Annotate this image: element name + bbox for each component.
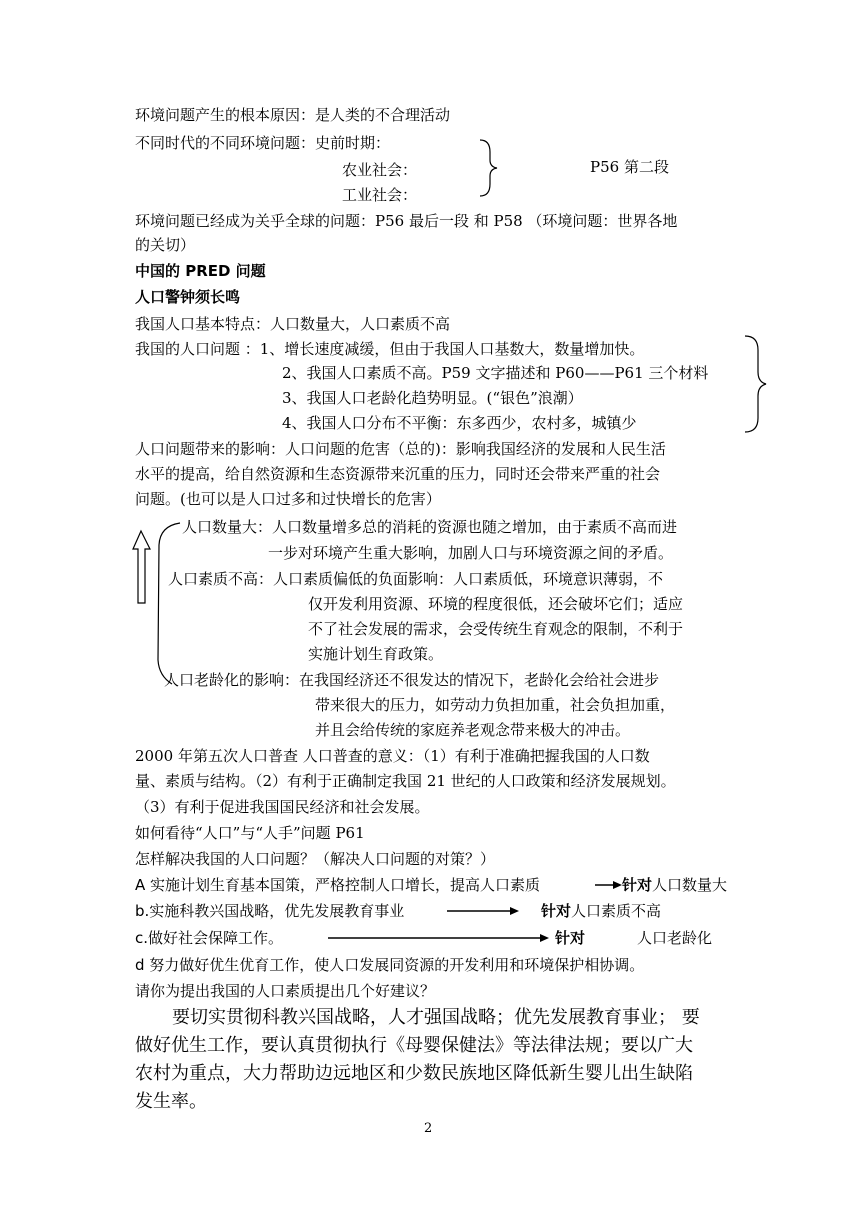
text-line: （3）有利于促进我国国民经济和社会发展。 bbox=[135, 798, 430, 816]
text-line: 仅开发利用资源、环境的程度很低，还会破坏它们；适应 bbox=[308, 595, 684, 613]
section-heading: 人口警钟须长鸣 bbox=[135, 288, 241, 306]
bracket-icon bbox=[158, 523, 180, 684]
text-line: 问题。(也可以是人口过多和过快增长的危害） bbox=[135, 490, 441, 508]
up-arrow-icon bbox=[133, 531, 150, 603]
text-line: 工业社会： bbox=[342, 186, 418, 204]
arrow-icon bbox=[540, 934, 549, 942]
text-line: P56 第二段 bbox=[590, 158, 669, 176]
text-line: 环境问题已经成为关乎全球的问题：P56 最后一段 和 P58 （环境问题：世界各地 bbox=[135, 212, 678, 230]
curly-brace-icon bbox=[480, 140, 497, 196]
text-line: 人口老龄化 bbox=[637, 929, 713, 947]
text-line: 实施计划生育政策。 bbox=[308, 645, 444, 663]
text-line: d 努力做好优生优育工作，使人口发展同资源的开发利用和环境保护相协调。 bbox=[135, 956, 645, 974]
text-line: 针对 bbox=[622, 876, 653, 894]
curly-brace-icon bbox=[745, 336, 766, 432]
text-line: 人口问题带来的影响：人口问题的危害（总的)：影响我国经济的发展和人民生活 bbox=[135, 440, 666, 458]
text-line: 人口数量大 bbox=[652, 876, 728, 894]
text-line: 发生率。 bbox=[135, 1091, 207, 1112]
text-line: 一步对环境产生重大影响，加剧人口与环境资源之间的矛盾。 bbox=[268, 544, 674, 562]
text-line: 带来很大的压力，如劳动力负担加重，社会负担加重， bbox=[315, 696, 676, 714]
text-line: 如何看待“人口”与“人手”问题 P61 bbox=[135, 824, 365, 842]
text-line: 农村为重点，大力帮助边远地区和少数民族地区降低新生婴儿出生缺陷 bbox=[135, 1063, 693, 1084]
text-line: 2、我国人口素质不高。P59 文字描述和 P60——P61 三个材料 bbox=[282, 364, 709, 382]
text-line: 环境问题产生的根本原因：是人类的不合理活动 bbox=[135, 106, 451, 124]
text-line: 我国的人口问题 ：1、增长速度减缓，但由于我国人口基数大，数量增加快。 bbox=[135, 340, 645, 358]
text-line: 要切实贯彻科教兴国战略，人才强国战略；优先发展教育事业； 要 bbox=[172, 1007, 700, 1028]
page-number: 2 bbox=[424, 1121, 433, 1136]
text-line: 人口素质不高 bbox=[571, 902, 662, 920]
text-line: c.做好社会保障工作。 bbox=[135, 929, 284, 947]
text-line: 4、我国人口分布不平衡：东多西少，农村多，城镇少 bbox=[282, 414, 637, 432]
text-line: 并且会给传统的家庭养老观念带来极大的冲击。 bbox=[315, 721, 631, 739]
text-line: 不了社会发展的需求，会受传统生育观念的限制，不利于 bbox=[308, 620, 684, 638]
text-line: 2000 年第五次人口普查 人口普查的意义：（1）有利于准确把握我国的人口数 bbox=[135, 747, 650, 765]
section-heading: 中国的 PRED 问题 bbox=[135, 262, 266, 280]
text-line: 的关切） bbox=[135, 236, 196, 254]
arrow-icon bbox=[613, 881, 622, 889]
text-line: 不同时代的不同环境问题：史前时期： bbox=[135, 134, 391, 152]
text-line: 针对 bbox=[541, 902, 572, 920]
text-line: 3、我国人口老龄化趋势明显。(“银色”浪潮） bbox=[282, 389, 583, 407]
text-line: 农业社会： bbox=[342, 161, 418, 179]
text-line: 请你为提出我国的人口素质提出几个好建议？ bbox=[135, 982, 436, 1000]
arrow-icon bbox=[510, 907, 519, 915]
text-line: 怎样解决我国的人口问题？（解决人口问题的对策？） bbox=[135, 850, 496, 868]
text-line: 人口老龄化的影响：在我国经济还不很发达的情况下，老龄化会给社会进步 bbox=[164, 671, 660, 689]
text-line: b.实施科教兴国战略，优先发展教育事业 bbox=[135, 902, 405, 920]
text-line: 做好优生工作，要认真贯彻执行《母婴保健法》等法律法规；要以广大 bbox=[135, 1035, 693, 1056]
text-line: A 实施计划生育基本国策，严格控制人口增长，提高人口素质 bbox=[135, 876, 541, 894]
text-line: 人口数量大：人口数量增多总的消耗的资源也随之增加，由于素质不高而进 bbox=[182, 518, 678, 536]
text-line: 量、素质与结构。（2）有利于正确制定我国 21 世纪的人口政策和经济发展规划。 bbox=[135, 772, 676, 790]
text-line: 针对 bbox=[555, 929, 586, 947]
text-line: 我国人口基本特点：人口数量大，人口素质不高 bbox=[135, 315, 451, 333]
text-line: 人口素质不高：人口素质偏低的负面影响：人口素质低，环境意识薄弱，不 bbox=[168, 570, 664, 588]
text-line: 水平的提高，给自然资源和生态资源带来沉重的压力，同时还会带来严重的社会 bbox=[135, 465, 661, 483]
